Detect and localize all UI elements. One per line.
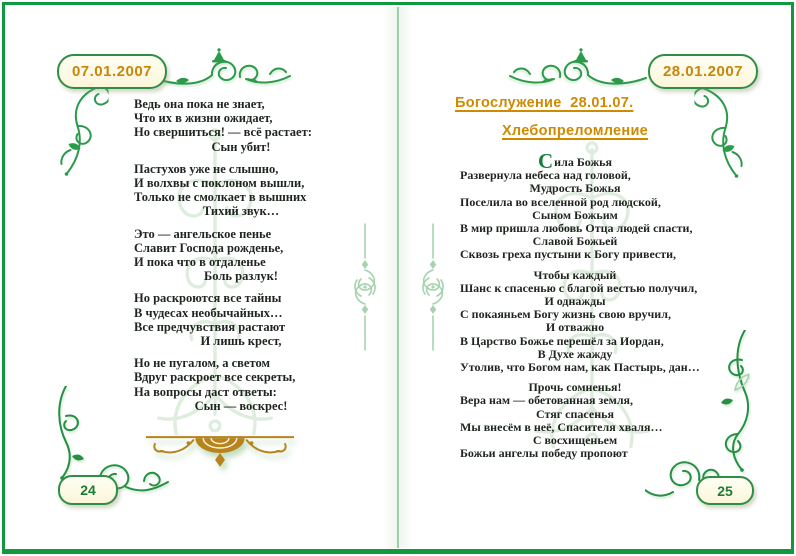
poem-line: И волхвы с поклоном вышли, [134, 176, 305, 191]
stanza [134, 227, 348, 284]
poem-line: Шанс к спасенью с благой вестью получил, [460, 280, 698, 295]
page-number-right [696, 476, 754, 505]
poem-line: В Царство Божье перешёл за Иордан, [460, 333, 664, 348]
poem-line: И лишь крест, [200, 334, 282, 349]
poem-line: С восхищеньем [532, 433, 618, 448]
stanza [134, 356, 348, 413]
poem-line: Боль разлук! [204, 269, 278, 284]
stanza [460, 267, 700, 375]
poem-line: Что их в жизни ожидает, [134, 111, 273, 126]
poem-line: Прочь сомненья! [528, 380, 622, 395]
poem-line: И отважно [545, 320, 605, 335]
poem-line: В чудесах необычайных… [134, 305, 283, 320]
side-ornament-left-icon [352, 222, 378, 352]
top-flourish-left-icon [152, 48, 292, 92]
poem-line: На вопросы даст ответы: [134, 384, 277, 399]
poem-line: Только не смолкает в вышних [134, 190, 307, 205]
poem-line: Это — ангельское пенье [134, 226, 272, 241]
page-number-text-left: 24 [80, 482, 96, 498]
poem-line: Но не пугалом, а светом [134, 356, 270, 371]
poem-line: Развернула небеса над головой, [460, 168, 631, 183]
poem-line: Поселила во вселенной род людской, [460, 194, 661, 209]
poem-line: Сын — воскрес! [194, 398, 288, 413]
service-heading: Богослужение 28.01.07. [455, 95, 634, 111]
poem-line: Сквозь греха пустыни к Богу привести, [460, 247, 677, 262]
poem-line: Славит Господа рожденье, [134, 240, 284, 255]
poem-line: Вдруг раскроет все секреты, [134, 370, 296, 385]
poem-line: Утолив, что Богом нам, как Пастырь, дан… [460, 360, 700, 375]
date-badge-right [648, 54, 758, 89]
stanza [134, 162, 348, 219]
poem-line: Божьи ангелы победу пропоют [460, 446, 628, 461]
stanza [134, 291, 348, 348]
stanza [134, 97, 348, 154]
gold-divider-icon [146, 428, 294, 470]
poem-line: Но свершиться! — всё растает: [134, 125, 312, 140]
poem-line: Сыном Божьим [532, 207, 618, 222]
top-flourish-right-icon [508, 48, 648, 92]
poem-line: Вера нам — обетованная земля, [460, 393, 634, 408]
poem-line: В мир пришла любовь Отца людей спасти, [460, 221, 693, 236]
poem-line: Стяг спасенья [536, 406, 614, 421]
section-heading: Хлебопреломление [501, 123, 649, 139]
poem-line: Чтобы каждый [533, 267, 617, 282]
poem-line: И однажды [544, 294, 606, 309]
corner-flourish-top-right-icon [692, 86, 747, 181]
poem-line: Сила Божья [538, 149, 612, 173]
poem-line: Но раскроются все тайны [134, 291, 282, 306]
date-text-right: 28.01.2007 [662, 63, 744, 80]
poem-line: В Духе жажду [537, 346, 613, 361]
poem-line: Сын убит! [211, 139, 271, 154]
stanza [460, 149, 693, 262]
corner-flourish-top-left-icon [56, 84, 111, 179]
poem-line: Пастухов уже не слышно, [134, 161, 279, 176]
poem-line: Все предчувствия растают [134, 319, 286, 334]
date-text-left: 07.01.2007 [71, 63, 153, 80]
poem-line: Мы внесём в неё, Спасителя хваля… [460, 419, 663, 434]
date-badge-left [57, 54, 167, 89]
poem-left [134, 97, 348, 421]
page-number-left [58, 475, 118, 505]
poem-line: Тихий звук… [202, 204, 280, 219]
side-ornament-right-icon [420, 222, 446, 352]
spine-divider [397, 7, 399, 548]
poem-line: И пока что в отдаленье [134, 255, 266, 270]
poem-right [460, 149, 700, 467]
poem-line: Мудрость Божья [529, 181, 621, 196]
stanza [460, 381, 690, 460]
drop-cap: С [538, 149, 554, 173]
poem-line: Ведь она пока не знает, [134, 97, 265, 111]
poem-line: С покаяньем Богу жизнь свою вручил, [460, 307, 671, 322]
page-number-text-right: 25 [717, 482, 733, 499]
poem-line: Славой Божьей [532, 234, 618, 249]
